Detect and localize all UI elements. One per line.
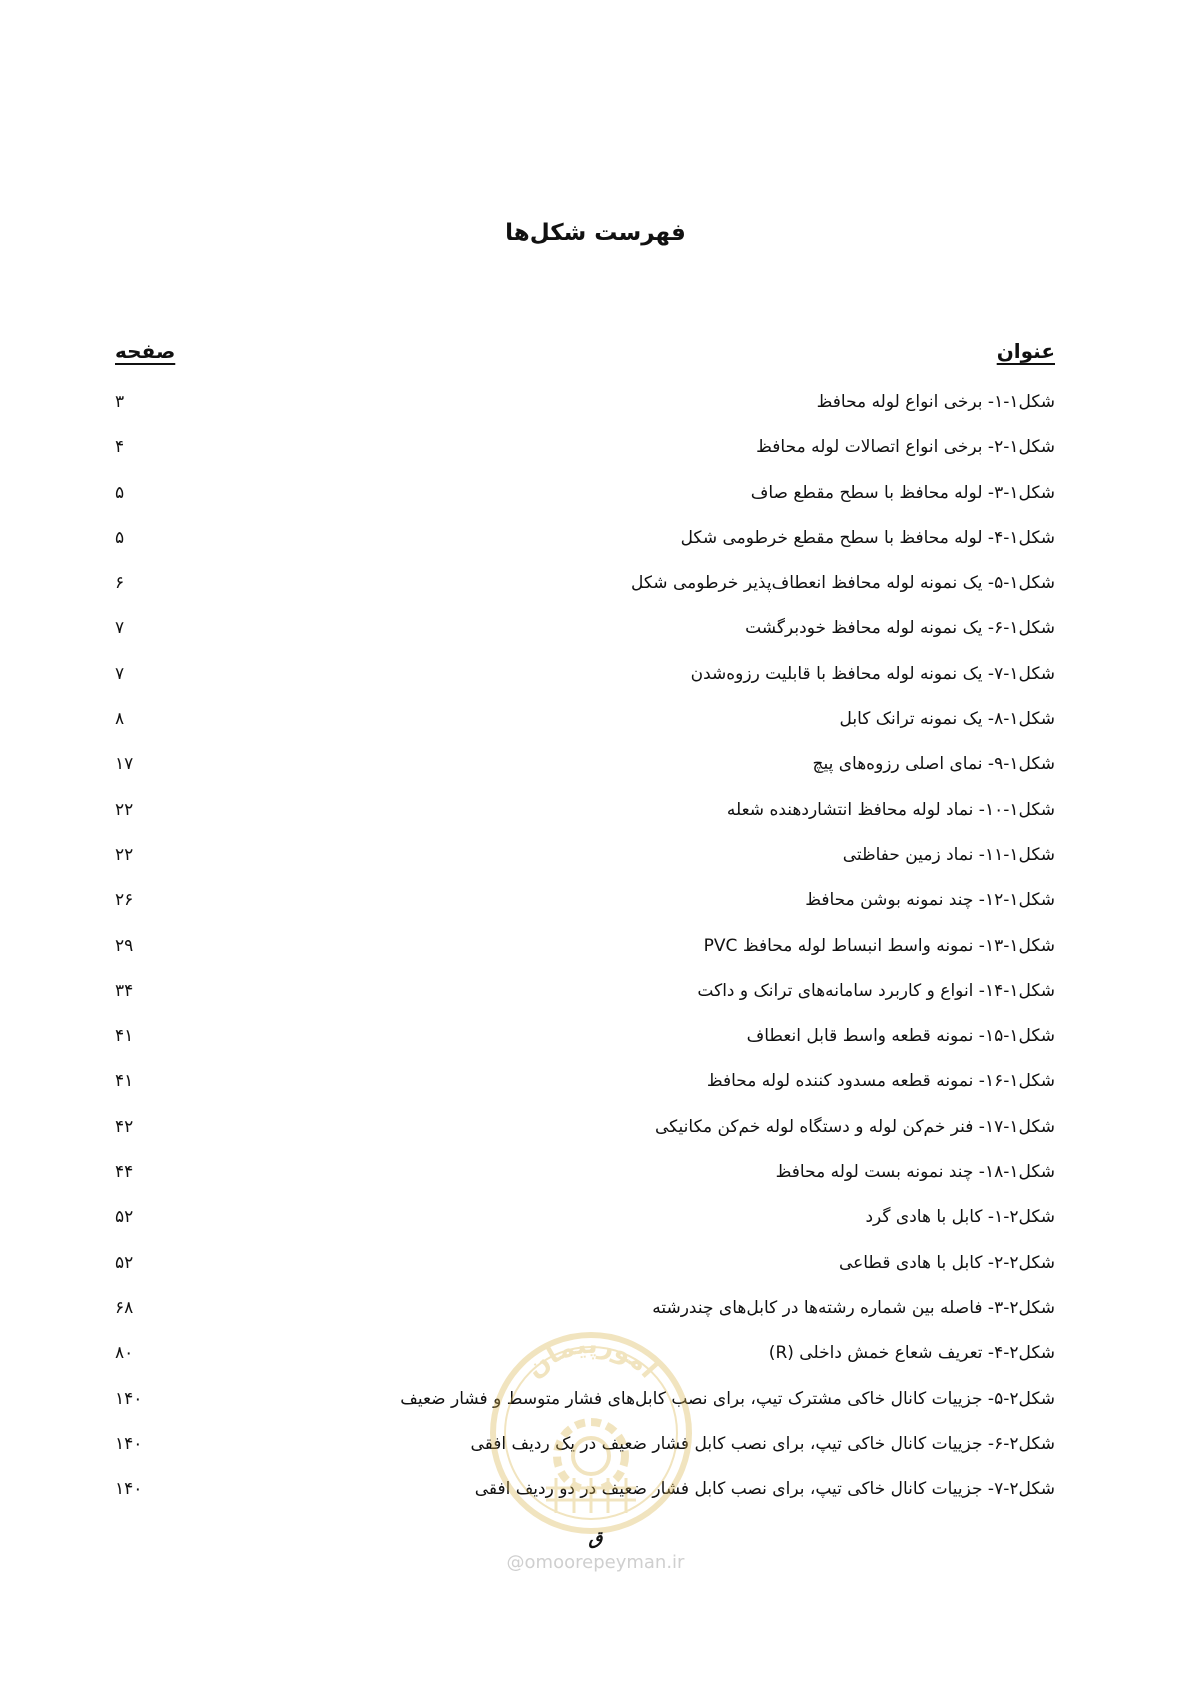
figure-page-number: ۳۴: [115, 980, 134, 1001]
figure-title: شکل۱-۱۴- انواع و کاربرد سامانه‌های ترانک و داکت: [697, 980, 1055, 1001]
list-item: [100, 434, 1055, 479]
figure-title: شکل۱-۱- برخی انواع لوله محافظ: [816, 392, 1055, 412]
watermark-logo-text: امورپیمان: [519, 1329, 664, 1385]
page-number: ق: [588, 1528, 603, 1549]
list-item: [100, 933, 1055, 978]
figure-title: شکل۱-۱۸- چند نمونه بست لوله محافظ: [775, 1162, 1055, 1183]
list-item: [100, 1431, 1055, 1476]
page-title: فهرست شکل‌ها: [505, 220, 686, 246]
figure-title: شکل۲-۴- تعریف شعاع خمش داخلی (R): [768, 1343, 1055, 1364]
list-item: [100, 1068, 1055, 1113]
figure-page-number: ۲۲: [115, 844, 134, 865]
list-item: [100, 978, 1055, 1023]
list-item: [100, 706, 1055, 751]
figure-page-number: ۱۷: [115, 754, 134, 775]
list-item: [100, 1250, 1055, 1295]
figure-title: شکل۲-۶- جزییات کانال خاکی تیپ، برای نصب کابل فشار ضعیف در یک ردیف افقی: [470, 1433, 1055, 1454]
figure-page-number: ۳: [115, 392, 125, 412]
figure-title: شکل۱-۱۶- نمونه قطعه مسدود کننده لوله محافظ: [706, 1071, 1055, 1092]
figure-page-number: ۴: [115, 437, 125, 458]
list-item: [100, 1204, 1055, 1249]
list-item: [100, 1476, 1055, 1521]
figure-page-number: ۲۹: [115, 935, 134, 956]
figure-title: شکل۱-۸- یک نمونه ترانک کابل: [839, 709, 1055, 730]
figure-title: شکل۱-۷- یک نمونه لوله محافظ با قابلیت رزوه‌شدن: [690, 663, 1055, 684]
figure-page-number: ۵۲: [115, 1207, 134, 1228]
figure-page-number: ۵۲: [115, 1252, 134, 1273]
list-item: [100, 1023, 1055, 1068]
list-item: [100, 1340, 1055, 1385]
figure-title: شکل۱-۱۵- نمونه قطعه واسط قابل انعطاف: [746, 1026, 1055, 1047]
column-header-page: صفحه: [115, 339, 176, 363]
figure-page-number: ۱۴۰: [115, 1479, 143, 1500]
list-item: [100, 887, 1055, 932]
figure-page-number: ۶۸: [115, 1297, 134, 1318]
watermark-url: @omoorepeyman.ir: [506, 1552, 685, 1573]
figure-title: شکل۲-۲- کابل با هادی قطاعی: [838, 1252, 1055, 1273]
list-item: [100, 842, 1055, 887]
figures-list: [100, 389, 1055, 1521]
column-header-title: عنوان: [996, 339, 1055, 363]
list-item: [100, 615, 1055, 660]
figure-title: شکل۲-۵- جزییات کانال خاکی مشترک تیپ، برای نصب کابل‌های فشار متوسط و فشار ضعیف: [400, 1388, 1055, 1409]
figure-page-number: ۸: [115, 709, 125, 730]
list-item: [100, 751, 1055, 796]
figure-page-number: ۲۲: [115, 799, 134, 820]
list-item: [100, 1114, 1055, 1159]
figure-page-number: ۴۱: [115, 1071, 134, 1092]
list-item: [100, 480, 1055, 525]
figure-title: شکل۱-۱۲- چند نمونه بوشن محافظ: [805, 890, 1055, 911]
list-item: [100, 661, 1055, 706]
figure-title: شکل۱-۱۱- نماد زمین حفاظتی: [842, 844, 1055, 865]
figure-title: شکل۱-۳- لوله محافظ با سطح مقطع صاف: [750, 482, 1055, 503]
list-item: [100, 389, 1055, 434]
list-item: [100, 1159, 1055, 1204]
figure-title: شکل۱-۱۷- فنر خم‌کن لوله و دستگاه لوله خم‌کن مکانیکی: [654, 1116, 1055, 1137]
figure-title: شکل۱-۱۰- نماد لوله محافظ انتشاردهنده شعله: [726, 799, 1055, 820]
figure-page-number: ۸۰: [115, 1343, 134, 1364]
list-item: [100, 525, 1055, 570]
figure-page-number: ۴۱: [115, 1026, 134, 1047]
figure-title: شکل۱-۵- یک نمونه لوله محافظ انعطاف‌پذیر خرطومی شکل: [631, 573, 1055, 594]
figure-title: شکل۱-۱۳- نمونه واسط انبساط لوله محافظ PVC: [703, 935, 1055, 956]
figure-page-number: ۶: [115, 573, 125, 594]
list-item: [100, 570, 1055, 615]
figure-title: شکل۱-۴- لوله محافظ با سطح مقطع خرطومی شکل: [680, 527, 1055, 548]
figure-page-number: ۴۴: [115, 1162, 134, 1183]
figure-page-number: ۱۴۰: [115, 1433, 143, 1454]
figure-title: شکل۲-۷- جزییات کانال خاکی تیپ، برای نصب کابل فشار ضعیف در دو ردیف افقی: [474, 1479, 1055, 1500]
figure-title: شکل۲-۳- فاصله بین شماره رشته‌ها در کابل‌های چندرشته: [652, 1297, 1055, 1318]
figure-page-number: ۷: [115, 618, 125, 639]
figure-page-number: ۴۲: [115, 1116, 134, 1137]
figure-title: شکل۲-۱- کابل با هادی گرد: [865, 1207, 1055, 1228]
figure-page-number: ۵: [115, 482, 125, 503]
figure-page-number: ۱۴۰: [115, 1388, 143, 1409]
list-item: [100, 1295, 1055, 1340]
list-item: [100, 1386, 1055, 1431]
list-item: [100, 797, 1055, 842]
figure-title: شکل۱-۲- برخی انواع اتصالات لوله محافظ: [756, 437, 1055, 458]
figure-page-number: ۵: [115, 527, 125, 548]
figure-title: شکل۱-۶- یک نمونه لوله محافظ خودبرگشت: [745, 618, 1055, 639]
figure-title: شکل۱-۹- نمای اصلی رزوه‌های پیچ: [812, 754, 1055, 775]
figure-page-number: ۲۶: [115, 890, 134, 911]
figure-page-number: ۷: [115, 663, 125, 684]
